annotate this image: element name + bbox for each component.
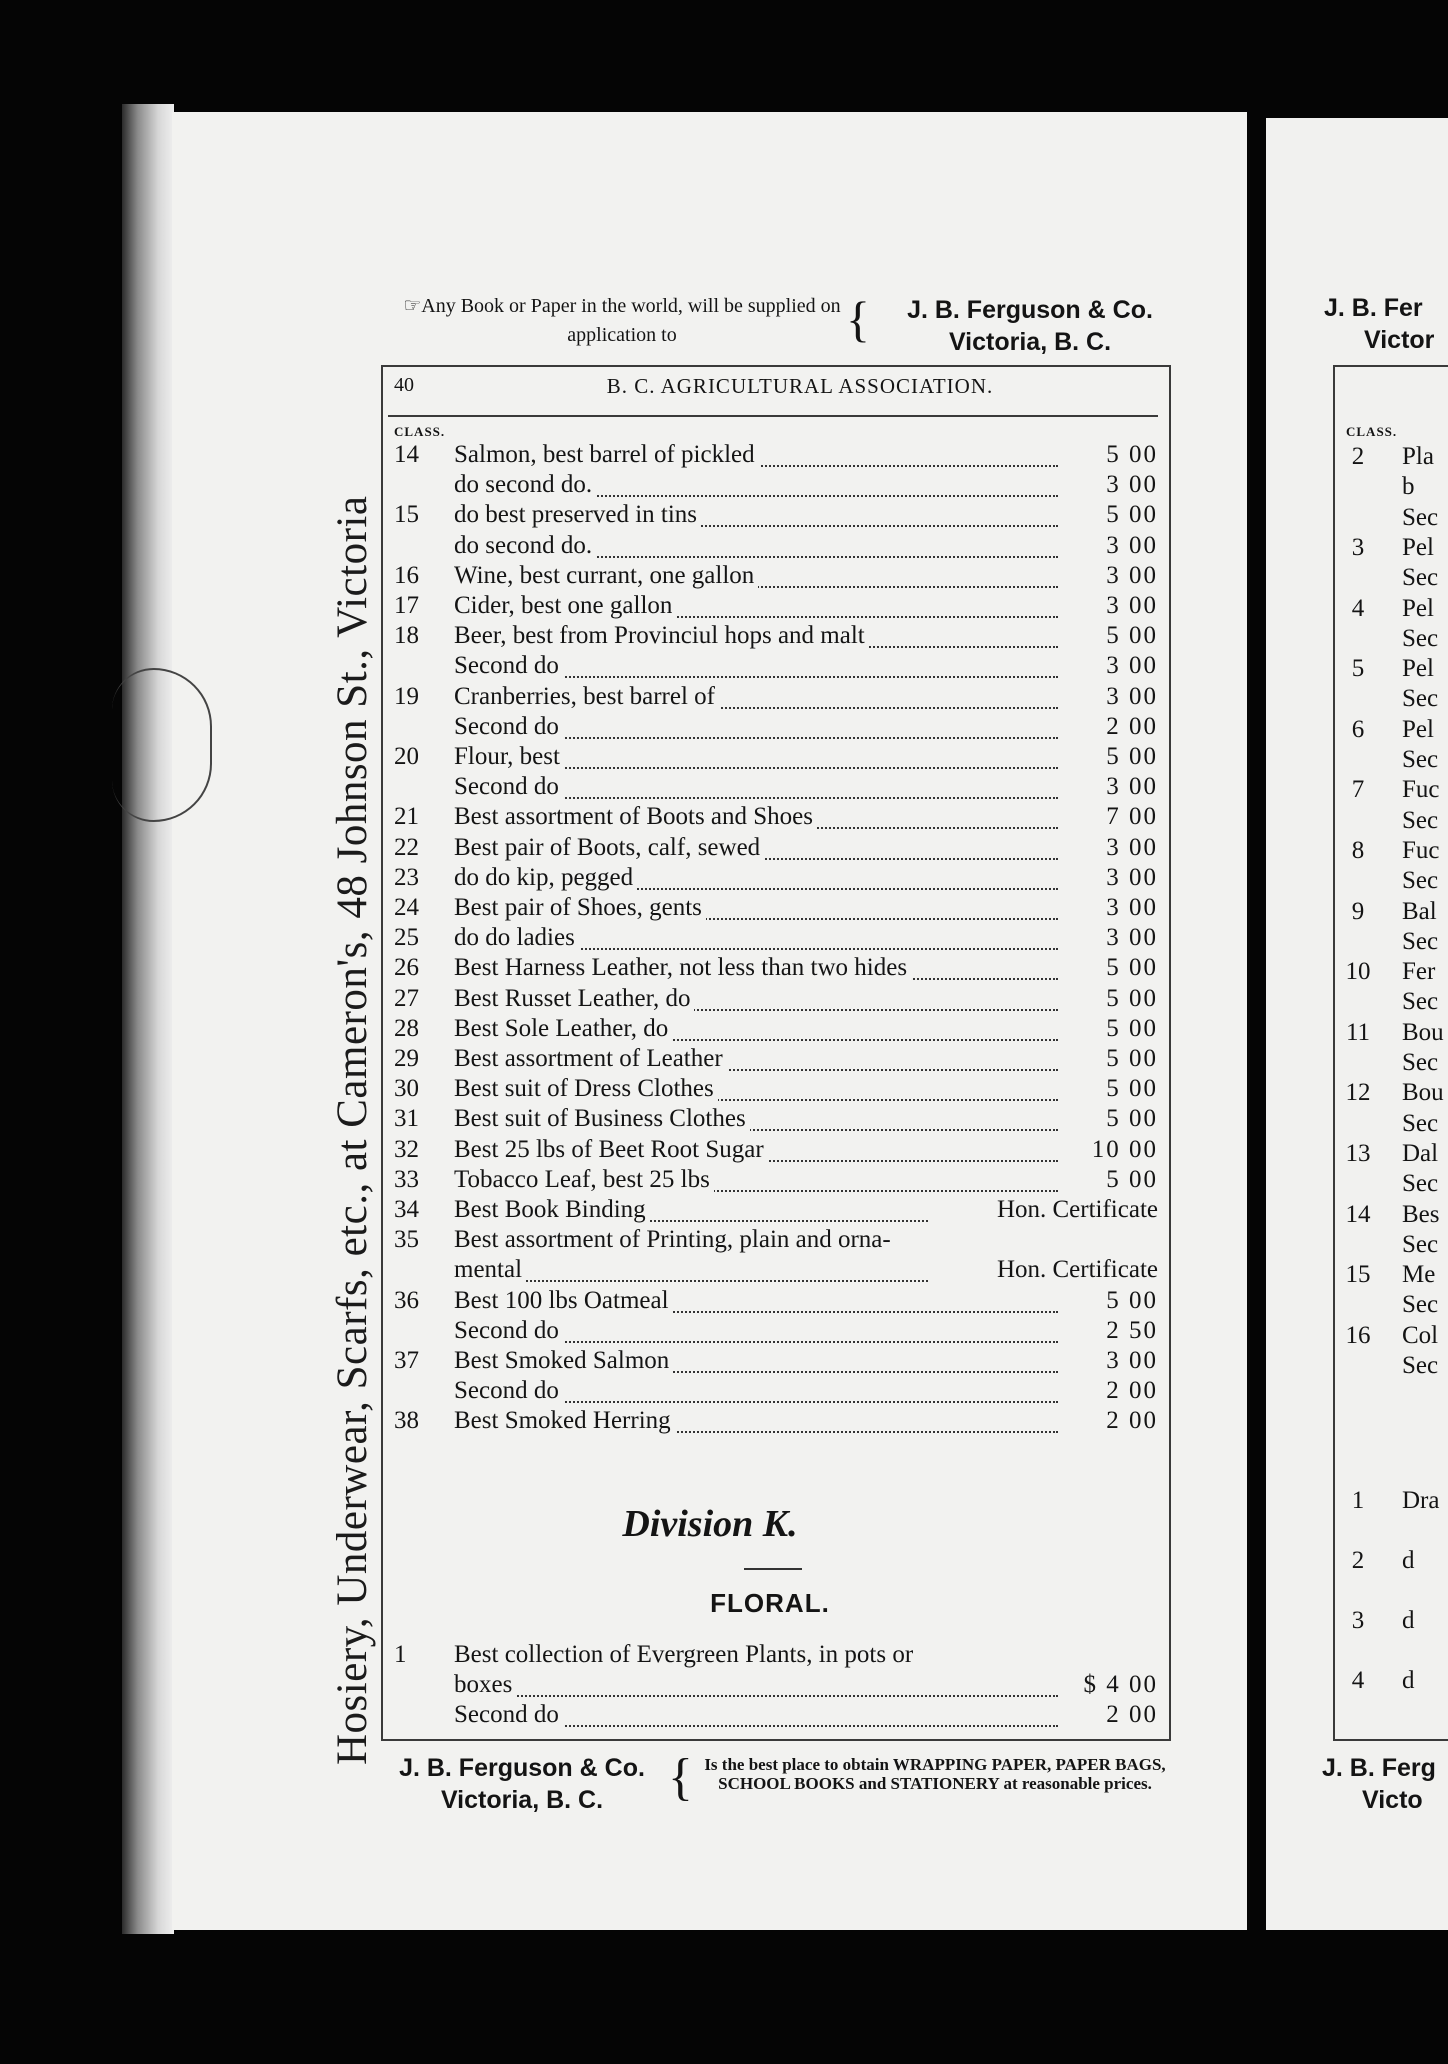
prize-row bbox=[390, 953, 1158, 983]
prize-amount: 5 00 bbox=[1106, 743, 1158, 770]
prize-description-text: Best pair of Shoes, gents bbox=[454, 894, 706, 921]
class-number: 34 bbox=[394, 1196, 419, 1223]
header-ad-text: ☞Any Book or Paper in the world, will be supplied on application to bbox=[403, 295, 841, 346]
prize-amount: 5 00 bbox=[1106, 1105, 1158, 1133]
prize-description-text: Best Smoked Herring bbox=[454, 1407, 675, 1434]
prize-description bbox=[454, 1074, 1058, 1104]
prize-row bbox=[390, 1640, 1158, 1670]
prize-amount: 10 00 bbox=[1091, 1135, 1158, 1163]
page-number: 40 bbox=[394, 374, 414, 396]
prize-description bbox=[454, 833, 1058, 863]
facing-row-text: Pel bbox=[1402, 594, 1434, 622]
prize-row bbox=[390, 440, 1158, 470]
facing-row bbox=[1340, 1321, 1448, 1351]
facing-row bbox=[1340, 836, 1448, 866]
facing-row-text: Fer bbox=[1402, 958, 1436, 986]
prize-description bbox=[454, 1700, 1058, 1730]
prize-description bbox=[454, 1406, 1058, 1436]
prize-description-text: Best Book Binding bbox=[454, 1196, 650, 1223]
facing-row-text: Col bbox=[1402, 1321, 1439, 1349]
prize-description-text: do do kip, pegged bbox=[454, 864, 637, 891]
facing-lower-text: d bbox=[1402, 1547, 1415, 1574]
prize-amount: 5 00 bbox=[1106, 622, 1158, 650]
facing-row bbox=[1340, 654, 1448, 684]
facing-row-text: Sec bbox=[1402, 746, 1439, 773]
prize-description bbox=[454, 1286, 1058, 1316]
prize-description bbox=[454, 863, 1058, 893]
prize-amount: $ 4 00 bbox=[1083, 1671, 1158, 1698]
prize-amount: 5 00 bbox=[1106, 1286, 1158, 1314]
prize-row bbox=[390, 712, 1158, 742]
class-number: 19 bbox=[394, 682, 419, 710]
prize-description-text: Second do bbox=[454, 1701, 563, 1728]
prize-description-text: Best Sole Leather, do bbox=[454, 1015, 672, 1042]
prize-description-text: Wine, best currant, one gallon bbox=[454, 562, 758, 589]
facing-row-text: Sec bbox=[1402, 867, 1439, 895]
facing-row-text: Sec bbox=[1402, 1291, 1439, 1319]
facing-row bbox=[1340, 1230, 1448, 1260]
class-number: 28 bbox=[394, 1014, 419, 1042]
prize-description-text: Best pair of Boots, calf, sewed bbox=[454, 834, 764, 861]
prize-row bbox=[390, 470, 1158, 500]
prize-description-text: Best 100 lbs Oatmeal bbox=[454, 1287, 673, 1314]
header-ad-firm-name: J. B. Ferguson & Co. bbox=[907, 296, 1153, 324]
facing-row bbox=[1340, 745, 1448, 775]
facing-row bbox=[1340, 957, 1448, 987]
prize-row bbox=[390, 893, 1158, 923]
prize-description bbox=[454, 1376, 1058, 1406]
facing-class-number: 13 bbox=[1345, 1139, 1371, 1167]
prize-amount: 5 00 bbox=[1106, 501, 1158, 529]
prize-description-text: Best suit of Business Clothes bbox=[454, 1105, 750, 1132]
prize-row bbox=[390, 531, 1158, 561]
prize-description bbox=[454, 621, 1058, 651]
class-number: 29 bbox=[394, 1045, 419, 1072]
facing-class-number: 3 bbox=[1351, 533, 1365, 561]
facing-row-text: Bou bbox=[1402, 1018, 1444, 1046]
facing-row bbox=[1340, 1048, 1448, 1078]
prize-amount: 3 00 bbox=[1106, 1347, 1158, 1374]
prize-row bbox=[390, 772, 1158, 802]
prize-description-text: Cranberries, best barrel of bbox=[454, 683, 719, 710]
prize-description-text: do second do. bbox=[454, 471, 596, 498]
facing-row bbox=[1340, 1260, 1448, 1290]
prize-amount: 5 00 bbox=[1106, 441, 1158, 468]
prize-description bbox=[454, 923, 1058, 953]
prize-description bbox=[454, 1014, 1058, 1044]
class-number: 32 bbox=[394, 1135, 419, 1163]
prize-description-text: Best Harness Leather, not less than two hides bbox=[454, 954, 911, 981]
prize-row bbox=[390, 1104, 1158, 1134]
prize-amount: Hon. Certificate bbox=[996, 1196, 1158, 1223]
prize-description-text: do best preserved in tins bbox=[454, 501, 701, 528]
prize-description bbox=[454, 893, 1058, 923]
prize-description-text: Best assortment of Printing, plain and orna- bbox=[454, 1226, 895, 1253]
header-ad-firm-city: Victoria, B. C. bbox=[948, 328, 1112, 356]
prize-description-text: Tobacco Leaf, best 25 lbs bbox=[454, 1166, 714, 1193]
class-number: 37 bbox=[394, 1347, 419, 1374]
header-advertisement bbox=[392, 291, 1182, 356]
prize-description bbox=[454, 1104, 1058, 1134]
facing-lower-number: 4 bbox=[1351, 1667, 1365, 1694]
prize-description bbox=[454, 531, 1058, 561]
prize-row bbox=[390, 1165, 1158, 1195]
class-number: 22 bbox=[394, 833, 419, 861]
facing-row-text: Dal bbox=[1402, 1139, 1439, 1167]
facing-class-number: 4 bbox=[1351, 594, 1365, 622]
class-number: 21 bbox=[394, 803, 419, 831]
prize-description-text: Second do bbox=[454, 713, 563, 740]
prize-description-text: do second do. bbox=[454, 532, 596, 559]
facing-lower-row bbox=[1340, 1546, 1448, 1576]
prize-description-text: Salmon, best barrel of pickled bbox=[454, 441, 759, 468]
facing-row-text: Bes bbox=[1402, 1200, 1440, 1228]
prize-description-text: Second do bbox=[454, 1377, 563, 1404]
footer-firm-name: J. B. Ferguson & Co. bbox=[399, 1754, 645, 1782]
class-number: 24 bbox=[394, 894, 419, 921]
prize-row bbox=[390, 923, 1158, 953]
facing-row-text: Sec bbox=[1402, 564, 1439, 592]
facing-row bbox=[1340, 1109, 1448, 1139]
facing-row-text: Sec bbox=[1402, 927, 1439, 955]
facing-lower-text: d bbox=[1402, 1607, 1415, 1634]
prize-row bbox=[390, 591, 1158, 621]
facing-row bbox=[1340, 987, 1448, 1017]
facing-lower-text: d bbox=[1402, 1667, 1415, 1694]
class-number: 36 bbox=[394, 1286, 419, 1314]
footer-firm-block bbox=[372, 1752, 672, 1816]
facing-class-number: 16 bbox=[1345, 1321, 1371, 1349]
prize-amount: 2 00 bbox=[1106, 1701, 1158, 1728]
facing-class-number: 10 bbox=[1345, 958, 1371, 986]
prize-description-text: Best suit of Dress Clothes bbox=[454, 1075, 718, 1102]
prize-amount: 2 00 bbox=[1106, 1377, 1158, 1405]
prize-row bbox=[390, 682, 1158, 712]
facing-lower-row bbox=[1340, 1486, 1448, 1516]
prize-amount: 3 00 bbox=[1106, 924, 1158, 952]
prize-description bbox=[454, 591, 1058, 621]
prize-description-text: Best Smoked Salmon bbox=[454, 1347, 673, 1374]
prize-row bbox=[390, 500, 1158, 530]
facing-row-text: Sec bbox=[1402, 988, 1439, 1016]
prize-description bbox=[454, 802, 1058, 832]
facing-row bbox=[1340, 594, 1448, 624]
facing-row bbox=[1340, 1078, 1448, 1108]
facing-row bbox=[1340, 563, 1448, 593]
prize-amount: 5 00 bbox=[1106, 1165, 1158, 1193]
facing-row bbox=[1340, 1290, 1448, 1320]
facing-row bbox=[1340, 533, 1448, 563]
prize-amount: 2 00 bbox=[1106, 712, 1158, 740]
prize-description bbox=[454, 1346, 1058, 1376]
facing-class-number: 5 bbox=[1351, 655, 1365, 683]
prize-description bbox=[454, 1165, 1058, 1195]
footer-advertisement-text: Is the best place to obtain WRAPPING PAPER, PAPER BAGS, SCHOOL BOOKS and STATIONERY at reasonable prices. bbox=[704, 1755, 1166, 1793]
facing-row bbox=[1340, 624, 1448, 654]
facing-row-text: Sec bbox=[1402, 1049, 1439, 1076]
prize-description bbox=[454, 500, 1058, 530]
facing-row-text: Sec bbox=[1402, 624, 1439, 652]
class-number: 16 bbox=[394, 561, 419, 589]
prize-description-text: Best assortment of Leather bbox=[454, 1045, 727, 1072]
facing-row bbox=[1340, 1139, 1448, 1169]
facing-lower-text: Dra bbox=[1402, 1487, 1440, 1514]
facing-row-text: Sec bbox=[1402, 1170, 1439, 1198]
facing-row bbox=[1340, 806, 1448, 836]
prize-amount: 2 00 bbox=[1106, 1407, 1158, 1435]
facing-row bbox=[1340, 503, 1448, 533]
prize-amount: 5 00 bbox=[1106, 1075, 1158, 1103]
class-number: 17 bbox=[394, 592, 419, 619]
prize-description bbox=[454, 1255, 928, 1285]
facing-class-number: 11 bbox=[1345, 1018, 1371, 1046]
class-number: 31 bbox=[394, 1105, 419, 1133]
prize-description bbox=[454, 772, 1058, 802]
facing-lower-number: 1 bbox=[1351, 1487, 1365, 1514]
class-number: 33 bbox=[394, 1165, 419, 1193]
prize-amount: 3 00 bbox=[1106, 592, 1158, 619]
prize-amount: 3 00 bbox=[1106, 471, 1158, 499]
facing-class-label: CLASS. bbox=[1346, 424, 1398, 439]
facing-page-header bbox=[1324, 292, 1434, 356]
prize-amount: 5 00 bbox=[1106, 984, 1158, 1012]
prize-row bbox=[390, 1225, 1158, 1255]
facing-row-text: Fuc bbox=[1402, 776, 1440, 804]
facing-row-text: Sec bbox=[1402, 1352, 1439, 1379]
prize-amount: 3 00 bbox=[1106, 833, 1158, 861]
prize-description bbox=[454, 470, 1058, 500]
prize-row bbox=[390, 1376, 1158, 1406]
class-number: 30 bbox=[394, 1075, 419, 1103]
facing-row bbox=[1340, 442, 1448, 472]
facing-row-text: Pel bbox=[1402, 533, 1434, 561]
prize-amount: 3 00 bbox=[1106, 773, 1158, 801]
prize-description-text: Second do bbox=[454, 773, 563, 800]
margin-tab-mark bbox=[112, 668, 212, 822]
prize-amount: 2 50 bbox=[1106, 1316, 1158, 1344]
prize-description bbox=[454, 1640, 1158, 1670]
facing-row-text: Sec bbox=[1402, 685, 1439, 713]
prize-amount: 3 00 bbox=[1106, 863, 1158, 891]
side-advertisement: Hosiery, Underwear, Scarfs, etc., at Cameron's, 48 Johnson St., Victoria bbox=[329, 495, 376, 1765]
facing-lower-row bbox=[1340, 1666, 1448, 1696]
prize-row bbox=[390, 1346, 1158, 1376]
prize-amount: 5 00 bbox=[1106, 1014, 1158, 1042]
section-title: FLORAL. bbox=[710, 1588, 830, 1618]
prize-description-text: Flour, best bbox=[454, 743, 564, 770]
prize-row bbox=[390, 1044, 1158, 1074]
prize-description-text: Best assortment of Boots and Shoes bbox=[454, 803, 817, 830]
facing-row bbox=[1340, 472, 1448, 502]
prize-amount: 5 00 bbox=[1106, 954, 1158, 982]
facing-row-text: Pla bbox=[1402, 443, 1434, 470]
prize-description bbox=[454, 682, 1058, 712]
facing-class-number: 2 bbox=[1351, 443, 1365, 470]
prize-description-text: do do ladies bbox=[454, 924, 579, 951]
prize-description bbox=[454, 953, 1058, 983]
facing-row-text: Sec bbox=[1402, 1230, 1439, 1258]
facing-row bbox=[1340, 927, 1448, 957]
prize-amount: 3 00 bbox=[1106, 531, 1158, 559]
class-number: 27 bbox=[394, 984, 419, 1012]
prize-description-text: boxes bbox=[454, 1671, 516, 1698]
prize-row bbox=[390, 1670, 1158, 1700]
header-ad-brace: { bbox=[846, 291, 870, 347]
prize-description bbox=[454, 651, 1058, 681]
footer-firm-city: Victoria, B. C. bbox=[440, 1786, 604, 1814]
facing-row bbox=[1340, 1200, 1448, 1230]
facing-row-text: Bou bbox=[1402, 1079, 1444, 1107]
facing-class-number: 7 bbox=[1351, 776, 1365, 804]
prize-row bbox=[390, 651, 1158, 681]
prize-amount: 3 00 bbox=[1106, 561, 1158, 589]
facing-row bbox=[1340, 715, 1448, 745]
prize-description bbox=[454, 561, 1058, 591]
facing-header-line-2: Victor bbox=[1364, 326, 1435, 354]
prize-description bbox=[454, 742, 1058, 772]
facing-page-footer bbox=[1322, 1752, 1436, 1816]
facing-row bbox=[1340, 897, 1448, 927]
division-title: Division K. bbox=[622, 1503, 798, 1545]
facing-class-number: 15 bbox=[1345, 1261, 1371, 1289]
facing-class-number: 14 bbox=[1345, 1200, 1371, 1228]
facing-class-number: 8 bbox=[1351, 836, 1365, 864]
facing-row-text: Bal bbox=[1402, 897, 1437, 925]
class-number: 26 bbox=[394, 954, 419, 982]
header-rule bbox=[388, 415, 1158, 417]
prize-description-text: Beer, best from Provinciul hops and malt bbox=[454, 622, 869, 649]
footer-brace: { bbox=[668, 1749, 693, 1806]
facing-lower-number: 3 bbox=[1351, 1607, 1365, 1634]
class-number: 1 bbox=[394, 1641, 407, 1668]
class-number: 14 bbox=[394, 441, 419, 468]
prize-row bbox=[390, 1316, 1158, 1346]
prize-description bbox=[454, 712, 1058, 742]
facing-row bbox=[1340, 775, 1448, 805]
prize-amount: Hon. Certificate bbox=[996, 1256, 1158, 1284]
facing-row bbox=[1340, 866, 1448, 896]
prize-amount: 3 00 bbox=[1106, 652, 1158, 680]
facing-class-number: 9 bbox=[1351, 897, 1365, 925]
dot-leader bbox=[454, 1695, 1058, 1697]
facing-row bbox=[1340, 1351, 1448, 1381]
running-head: B. C. AGRICULTURAL ASSOCIATION. bbox=[606, 374, 994, 398]
facing-row-text: Fuc bbox=[1402, 836, 1440, 864]
class-number: 18 bbox=[394, 622, 419, 650]
prize-row bbox=[390, 833, 1158, 863]
prize-amount: 7 00 bbox=[1106, 803, 1158, 831]
prize-description bbox=[454, 1316, 1058, 1346]
prize-row bbox=[390, 863, 1158, 893]
facing-row-text: Pel bbox=[1402, 655, 1434, 683]
facing-footer-line-1: J. B. Ferg bbox=[1322, 1754, 1436, 1782]
facing-row bbox=[1340, 1169, 1448, 1199]
prize-description bbox=[454, 1135, 1058, 1165]
prize-row bbox=[390, 802, 1158, 832]
prize-row bbox=[390, 1135, 1158, 1165]
prize-row bbox=[390, 1406, 1158, 1436]
prize-row bbox=[390, 984, 1158, 1014]
facing-lower-row bbox=[1340, 1606, 1448, 1636]
division-rule bbox=[744, 1568, 802, 1570]
prize-description-text: Cider, best one gallon bbox=[454, 592, 676, 619]
prize-row bbox=[390, 1286, 1158, 1316]
header-ad-firm-block bbox=[870, 294, 1190, 358]
prize-description bbox=[454, 1670, 1058, 1700]
prize-row bbox=[390, 1074, 1158, 1104]
facing-class-number: 12 bbox=[1345, 1079, 1371, 1107]
book-page-edge bbox=[122, 104, 174, 1934]
prize-row bbox=[390, 1700, 1158, 1730]
prize-row bbox=[390, 1195, 1158, 1225]
class-number: 20 bbox=[394, 743, 419, 770]
class-number: 15 bbox=[394, 501, 419, 529]
prize-description bbox=[454, 984, 1058, 1014]
facing-header-line-1: J. B. Fer bbox=[1324, 294, 1423, 322]
prize-description-text: Best 25 lbs of Beet Root Sugar bbox=[454, 1136, 768, 1163]
facing-lower-number: 2 bbox=[1351, 1547, 1365, 1574]
facing-footer-line-2: Victo bbox=[1362, 1786, 1423, 1814]
class-number: 25 bbox=[394, 924, 419, 952]
facing-row bbox=[1340, 1018, 1448, 1048]
prize-amount: 5 00 bbox=[1106, 1045, 1158, 1072]
facing-row-text: Pel bbox=[1402, 715, 1434, 743]
prize-description-text: Second do bbox=[454, 652, 563, 679]
facing-row-text: Sec bbox=[1402, 1109, 1439, 1137]
prize-description bbox=[454, 1225, 1158, 1255]
facing-row-text: Sec bbox=[1402, 806, 1439, 834]
prize-description bbox=[454, 440, 1058, 470]
facing-class-number: 6 bbox=[1351, 715, 1365, 743]
prize-description-text: mental bbox=[454, 1256, 526, 1283]
class-number: 23 bbox=[394, 863, 419, 891]
prize-description-text: Best collection of Evergreen Plants, in pots or bbox=[454, 1641, 917, 1668]
class-column-label: CLASS. bbox=[394, 424, 446, 439]
prize-row bbox=[390, 621, 1158, 651]
prize-row bbox=[390, 1255, 1158, 1285]
facing-row-text: Sec bbox=[1402, 503, 1439, 531]
prize-row bbox=[390, 561, 1158, 591]
class-number: 38 bbox=[394, 1407, 419, 1435]
prize-amount: 3 00 bbox=[1106, 894, 1158, 921]
prize-description bbox=[454, 1044, 1058, 1074]
facing-row-text: b bbox=[1402, 473, 1415, 501]
prize-description-text: Second do bbox=[454, 1317, 563, 1344]
prize-amount: 3 00 bbox=[1106, 682, 1158, 710]
facing-row bbox=[1340, 684, 1448, 714]
class-number: 35 bbox=[394, 1226, 419, 1254]
prize-row bbox=[390, 742, 1158, 772]
prize-description bbox=[454, 1195, 928, 1225]
prize-row bbox=[390, 1014, 1158, 1044]
facing-row-text: Me bbox=[1402, 1261, 1436, 1289]
prize-description-text: Best Russet Leather, do bbox=[454, 985, 694, 1012]
